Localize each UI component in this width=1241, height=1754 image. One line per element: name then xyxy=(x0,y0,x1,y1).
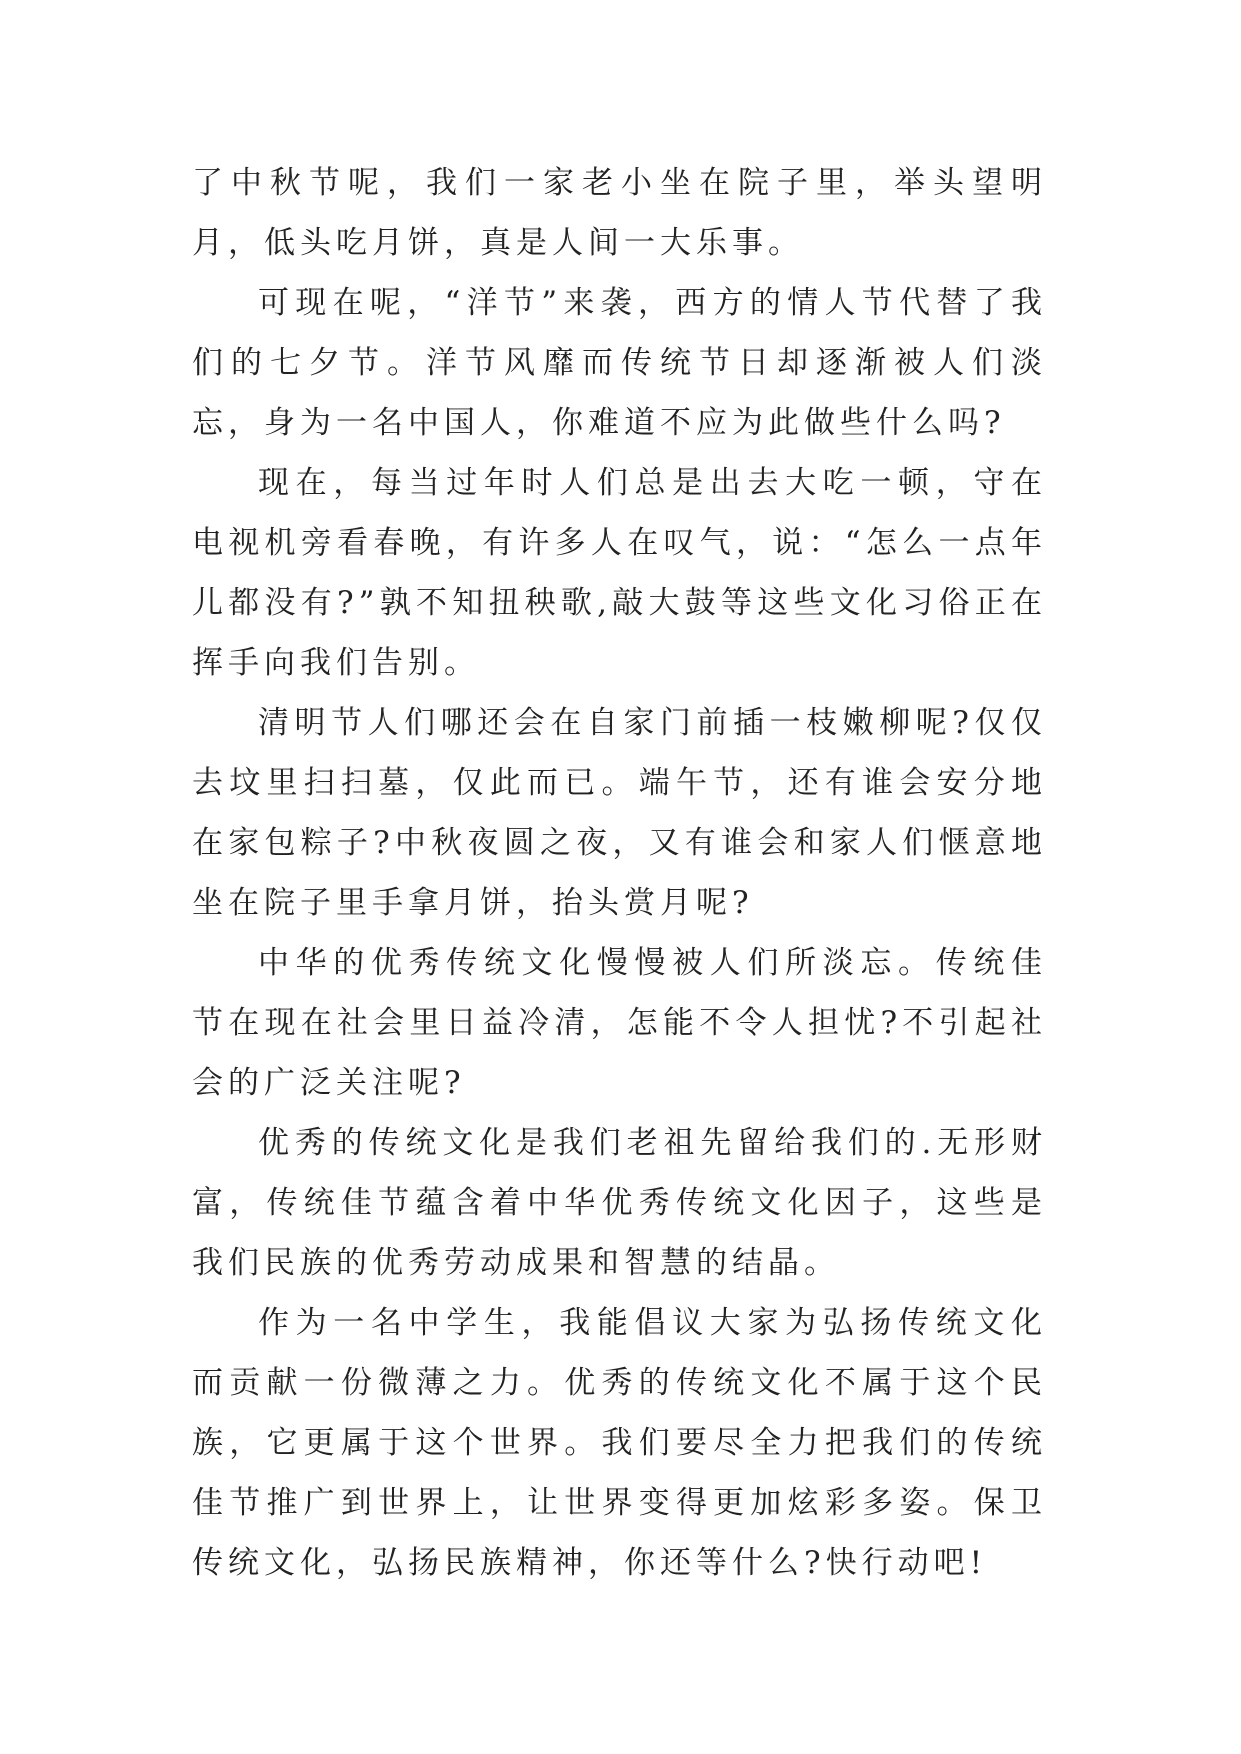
paragraph-4: 清明节人们哪还会在自家门前插一枝嫩柳呢?仅仅去坟里扫扫墓，仅此而已。端午节，还有谁会安分地在家包粽子?中秋夜圆之夜，又有谁会和家人们惬意地坐在院子里手拿月饼，抬头赏月呢? xyxy=(192,705,1047,921)
document-body xyxy=(192,153,1047,1593)
paragraph-7: 作为一名中学生，我能倡议大家为弘扬传统文化而贡献一份微薄之力。优秀的传统文化不属于这个民族，它更属于这个世界。我们要尽全力把我们的传统佳节推广到世界上，让世界变得更加炫彩多姿。保卫传统文化，弘扬民族精神，你还等什么?快行动吧! xyxy=(192,1305,1047,1581)
paragraph-5: 中华的优秀传统文化慢慢被人们所淡忘。传统佳节在现在社会里日益冷清，怎能不令人担忧?不引起社会的广泛关注呢? xyxy=(192,945,1047,1101)
paragraph-3: 现在，每当过年时人们总是出去大吃一顿，守在电视机旁看春晚，有许多人在叹气，说：“怎么一点年儿都没有?”孰不知扭秧歌,敲大鼓等这些文化习俗正在挥手向我们告别。 xyxy=(192,465,1047,681)
paragraph-2: 可现在呢，“洋节”来袭，西方的情人节代替了我们的七夕节。洋节风靡而传统节日却逐渐被人们淡忘，身为一名中国人，你难道不应为此做些什么吗? xyxy=(192,285,1047,441)
paragraph-6: 优秀的传统文化是我们老祖先留给我们的.无形财富，传统佳节蕴含着中华优秀传统文化因子，这些是我们民族的优秀劳动成果和智慧的结晶。 xyxy=(192,1125,1047,1281)
paragraph-1: 了中秋节呢，我们一家老小坐在院子里，举头望明月，低头吃月饼，真是人间一大乐事。 xyxy=(192,165,1047,261)
